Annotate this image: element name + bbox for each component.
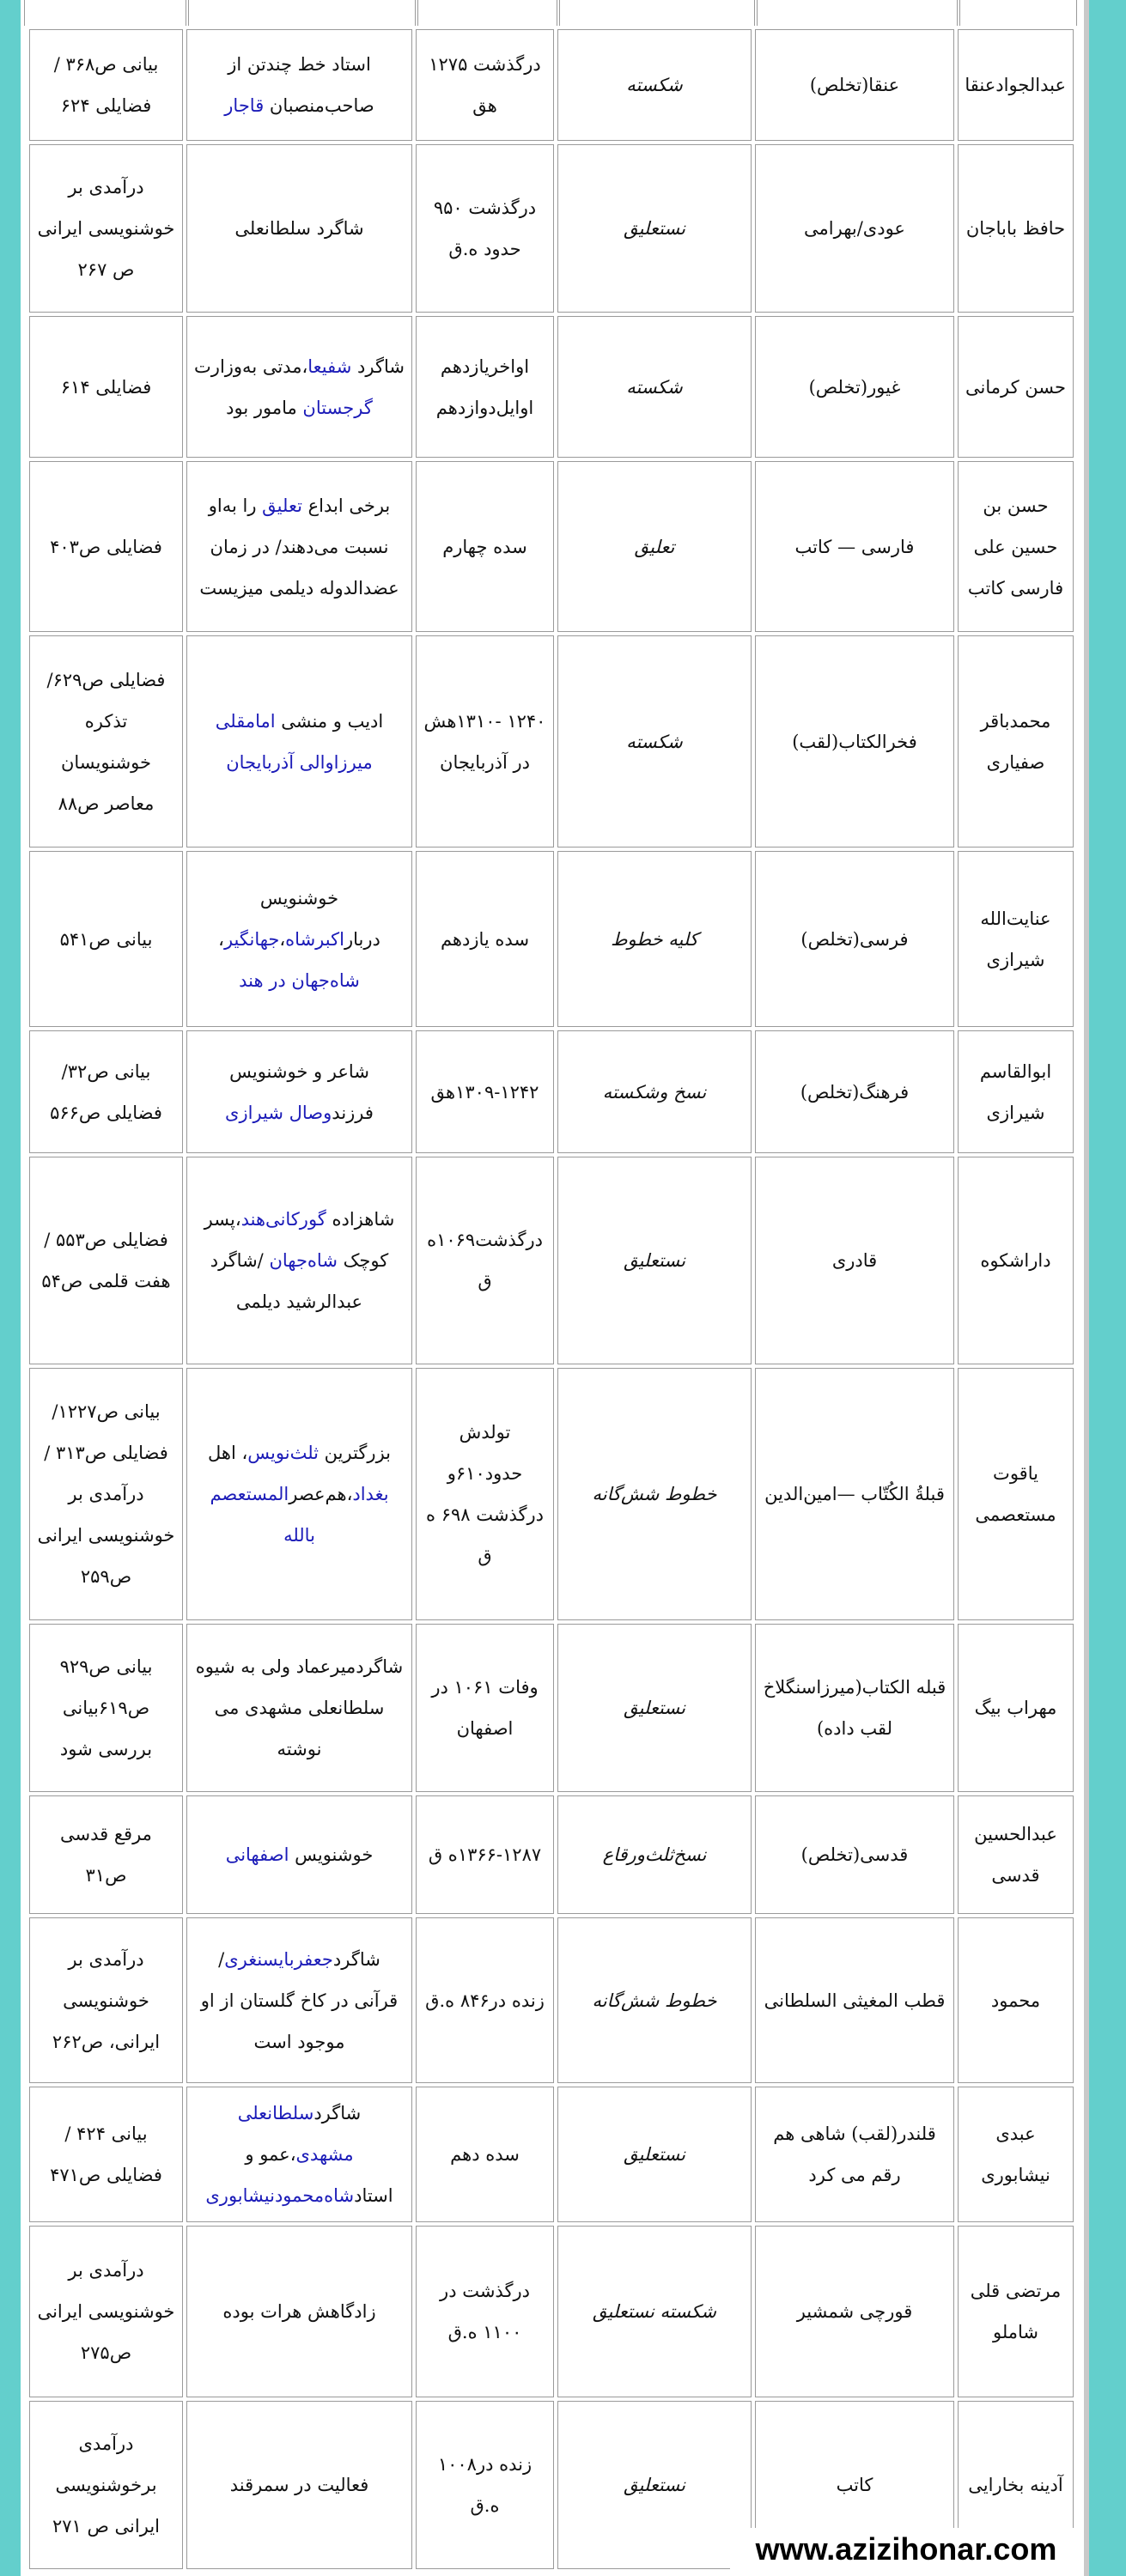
cell-style: شکسته — [557, 316, 752, 458]
description-text: ، اهل — [208, 1443, 248, 1463]
table-row — [29, 1368, 1074, 1620]
cell-name: حسن بن حسین علی فارسی کاتب — [958, 461, 1074, 632]
cell-date: وفات ۱۰۶۱ در اصفهان — [416, 1624, 554, 1792]
cell-source: بیانی ص۳۲/ فضایلی ص۵۶۶ — [29, 1030, 183, 1153]
description-text: /شاگرد عبدالرشید دیلمی — [210, 1250, 363, 1312]
cell-title: عودی/بهرامی — [755, 144, 954, 313]
description-link[interactable]: شفیعا — [307, 355, 352, 377]
cell-description — [186, 461, 412, 632]
cell-title: غیور(تخلص) — [755, 316, 954, 458]
description-text: برخی ابداع — [301, 495, 391, 516]
cell-name: یاقوت مستعصمی — [958, 1368, 1074, 1620]
cell-date: زنده در۱۰۰۸ ه.ق — [416, 2401, 554, 2569]
description-link[interactable]: تعلیق — [262, 495, 302, 516]
description-link[interactable]: گرجستان — [302, 397, 373, 418]
description-link[interactable]: جعفربایسنغری — [224, 1948, 333, 1970]
cell-source: درآمدی بر خوشنویسی ایرانی ص۲۷۵ — [29, 2226, 183, 2397]
table-row — [29, 1917, 1074, 2083]
cell-source: فضایلی ۶۱۴ — [29, 316, 183, 458]
description-link[interactable]: اصفهانی — [225, 1844, 289, 1865]
description-text: / قرآنی در کاخ گلستان از او موجود است — [200, 1948, 399, 2052]
cell-description — [186, 1157, 412, 1364]
cell-name: مرتضی قلی شاملو — [958, 2226, 1074, 2397]
description-text: را به‌او نسبت می‌دهند/ در زمان عضدالدوله دیلمی میزیست — [199, 495, 399, 598]
table-row — [29, 2087, 1074, 2222]
table-row — [29, 851, 1074, 1027]
description-text: ادیب و منشی — [275, 710, 384, 732]
cell-source: فضایلی ص۴۰۳ — [29, 461, 183, 632]
cell-style: نستعلیق — [557, 144, 752, 313]
cell-title: قبله الکتاب(میرزاسنگلاخ لقب داده) — [755, 1624, 954, 1792]
cell-description — [186, 29, 412, 141]
cell-date: ۱۳۶۶-۱۲۸۷ه ق — [416, 1795, 554, 1914]
cell-name: حافظ باباجان — [958, 144, 1074, 313]
cell-source: بیانی ص۵۴۱ — [29, 851, 183, 1027]
cell-style: کلیه خطوط — [557, 851, 752, 1027]
cell-source: درآمدی برخوشنویسی ایرانی ص ۲۷۱ — [29, 2401, 183, 2569]
cell-date: درگذشت۱۰۶۹ه ق — [416, 1157, 554, 1364]
cell-title: قلندر(لقب) شاهی هم رقم می کرد — [755, 2087, 954, 2222]
description-text: ، — [218, 928, 224, 950]
description-text: ،عمو و استاد — [245, 2144, 393, 2206]
cell-title: قبلةُ الکُتّاب —امین‌الدین — [755, 1368, 954, 1620]
cell-description — [186, 2401, 412, 2569]
table-row — [29, 1795, 1074, 1914]
description-link[interactable]: شاه‌محمودنیشابوری — [205, 2185, 355, 2206]
cell-date: اواخریازدهم اوایل‌دوازدهم — [416, 316, 554, 458]
description-text: خوشنویس دربار — [259, 887, 380, 950]
previous-row-stub — [26, 0, 1077, 26]
cell-name: داراشکوه — [958, 1157, 1074, 1364]
description-text: زادگاهش هرات بوده — [222, 2301, 376, 2322]
cell-style: شکسته نستعلیق — [557, 2226, 752, 2397]
cell-date: سده یازدهم — [416, 851, 554, 1027]
cell-description — [186, 1917, 412, 2083]
table-body — [29, 29, 1074, 2569]
cell-source: فضایلی ص۵۵۳ / هفت قلمی ص۵۴ — [29, 1157, 183, 1364]
description-text: شاهزاده — [326, 1209, 395, 1230]
cell-date: درگذشت ۱۲۷۵ هق — [416, 29, 554, 141]
description-link[interactable]: شاه‌جهان — [269, 1250, 338, 1271]
cell-source: درآمدی بر خوشنویسی ایرانی، ص۲۶۲ — [29, 1917, 183, 2083]
table-row — [29, 29, 1074, 141]
table-row — [29, 1157, 1074, 1364]
table-row — [29, 2226, 1074, 2397]
cell-name: ابوالقاسم شیرازی — [958, 1030, 1074, 1153]
cell-style: نسخ‌ثلث‌ورقاع — [557, 1795, 752, 1914]
description-text: مامور بود — [226, 397, 303, 418]
cell-source: بیانی ۴۲۴ / فضایلی ص۴۷۱ — [29, 2087, 183, 2222]
cell-source: بیانی ص۳۶۸ / فضایلی ۶۲۴ — [29, 29, 183, 141]
cell-name: عبدالحسین قدسی — [958, 1795, 1074, 1914]
cell-style: نسخ وشکسته — [557, 1030, 752, 1153]
cell-name: مهراب بیگ — [958, 1624, 1074, 1792]
description-link[interactable]: وصال شیرازی — [225, 1102, 332, 1123]
calligraphers-table — [26, 26, 1077, 2573]
table-row — [29, 316, 1074, 458]
cell-style: تعلیق — [557, 461, 752, 632]
cell-description — [186, 1624, 412, 1792]
description-text: بزرگترین — [319, 1443, 391, 1463]
description-link[interactable]: سلطانعلی مشهدی — [237, 2103, 354, 2165]
description-text: شاگرد سلطانعلی — [234, 218, 364, 239]
cell-title: کاتب — [755, 2401, 954, 2569]
cell-style: شکسته — [557, 29, 752, 141]
cell-title: فخرالکتاب(لقب) — [755, 635, 954, 848]
cell-title: قدسی(تخلص) — [755, 1795, 954, 1914]
description-text: شاگرد — [351, 355, 405, 377]
cell-description — [186, 1795, 412, 1914]
cell-date: زنده در۸۴۶ ه.ق — [416, 1917, 554, 2083]
table-row — [29, 461, 1074, 632]
description-text: شاگرد — [332, 1948, 380, 1970]
cell-date: درگذشت ۹۵۰ حدود ه.ق — [416, 144, 554, 313]
cell-description — [186, 851, 412, 1027]
page-edge-bar — [1084, 0, 1089, 2576]
description-link[interactable]: ثلث‌نویس — [247, 1443, 319, 1463]
cell-description — [186, 1368, 412, 1620]
table-row — [29, 144, 1074, 313]
cell-title: قورچی شمشیر — [755, 2226, 954, 2397]
cell-name: محمود — [958, 1917, 1074, 2083]
description-text: استاد خط چندتن از صاحب‌منصبان — [228, 54, 374, 116]
cell-date: ۱۳۰۹-۱۲۴۲هق — [416, 1030, 554, 1153]
description-text: ،مدتی به‌وزارت — [194, 355, 308, 377]
cell-date: تولدش حدود۶۱۰و درگذشت ۶۹۸ ه ق — [416, 1368, 554, 1620]
cell-date: ۱۲۴۰ -۱۳۱۰هش در آذربایجان — [416, 635, 554, 848]
cell-date: سده چهارم — [416, 461, 554, 632]
cell-style: نستعلیق — [557, 2087, 752, 2222]
cell-source: درآمدی بر خوشنویسی ایرانی ص ۲۶۷ — [29, 144, 183, 313]
cell-description — [186, 2226, 412, 2397]
cell-name: محمدباقر صفیاری — [958, 635, 1074, 848]
cell-title: عنقا(تخلص) — [755, 29, 954, 141]
table-row — [29, 1624, 1074, 1792]
cell-style: خطوط شش‌گانه — [557, 1917, 752, 2083]
description-text: ، — [279, 928, 286, 950]
cell-name: عنایت‌الله شیرازی — [958, 851, 1074, 1027]
description-link[interactable]: امامقلی میرزاوالی آذربایجان — [215, 710, 373, 773]
description-text: شاگردمیرعماد ولی به شیوه سلطانعلی مشهدی می نوشته — [195, 1656, 404, 1759]
description-link[interactable]: بغداد — [352, 1484, 389, 1504]
cell-name: آدینه بخارایی — [958, 2401, 1074, 2569]
description-text: فعالیت در سمرقند — [229, 2475, 369, 2495]
cell-date: درگذشت در ۱۱۰۰ ه.ق — [416, 2226, 554, 2397]
cell-title: قطب المغیثی السلطانی — [755, 1917, 954, 2083]
cell-title: فرهنگ(تخلص) — [755, 1030, 954, 1153]
cell-title: قادری — [755, 1157, 954, 1364]
cell-source: فضایلی ص۶۲۹/تذکره خوشنویسان معاصر ص۸۸ — [29, 635, 183, 848]
table-row — [29, 635, 1074, 848]
description-text: خوشنویس — [289, 1844, 374, 1865]
cell-style: نستعلیق — [557, 1624, 752, 1792]
cell-source: بیانی ص۹۲۹ ص۶۱۹بیانی بررسی شود — [29, 1624, 183, 1792]
site-watermark: www.azizihonar.com — [730, 2528, 1082, 2571]
cell-description — [186, 144, 412, 313]
cell-name: عبدی نیشابوری — [958, 2087, 1074, 2222]
cell-name: عبدالجوادعنقا — [958, 29, 1074, 141]
cell-date: سده دهم — [416, 2087, 554, 2222]
description-link[interactable]: قاجار — [224, 95, 265, 116]
cell-style: شکسته — [557, 635, 752, 848]
description-text: شاگرد — [313, 2103, 362, 2123]
description-text: ،هم‌عصر — [289, 1484, 353, 1504]
cell-source: بیانی ص۱۲۲۷/ فضایلی ص۳۱۳ / درآمدی بر خوشنویسی ایرانی ص۲۵۹ — [29, 1368, 183, 1620]
cell-description — [186, 1030, 412, 1153]
cell-source: مرقع قدسی ص۳۱ — [29, 1795, 183, 1914]
description-link[interactable]: اکبرشاه — [285, 928, 344, 950]
cell-style: نستعلیق — [557, 2401, 752, 2569]
cell-style: خطوط شش‌گانه — [557, 1368, 752, 1620]
description-link[interactable]: جهانگیر — [223, 928, 280, 950]
description-text: شاعر و خوشنویس فرزند — [229, 1060, 374, 1123]
cell-style: نستعلیق — [557, 1157, 752, 1364]
cell-title: فارسی — کاتب — [755, 461, 954, 632]
description-link[interactable]: المستعصم بالله — [210, 1484, 315, 1546]
table-row — [29, 1030, 1074, 1153]
cell-title: فرسی(تخلص) — [755, 851, 954, 1027]
description-text: ،پسر کوچک — [204, 1209, 389, 1271]
description-link[interactable]: گورکانی‌هند — [240, 1209, 326, 1230]
cell-description — [186, 316, 412, 458]
cell-name: حسن کرمانی — [958, 316, 1074, 458]
cell-description — [186, 2087, 412, 2222]
description-link[interactable]: شاه‌جهان در هند — [239, 969, 360, 991]
cell-description — [186, 635, 412, 848]
